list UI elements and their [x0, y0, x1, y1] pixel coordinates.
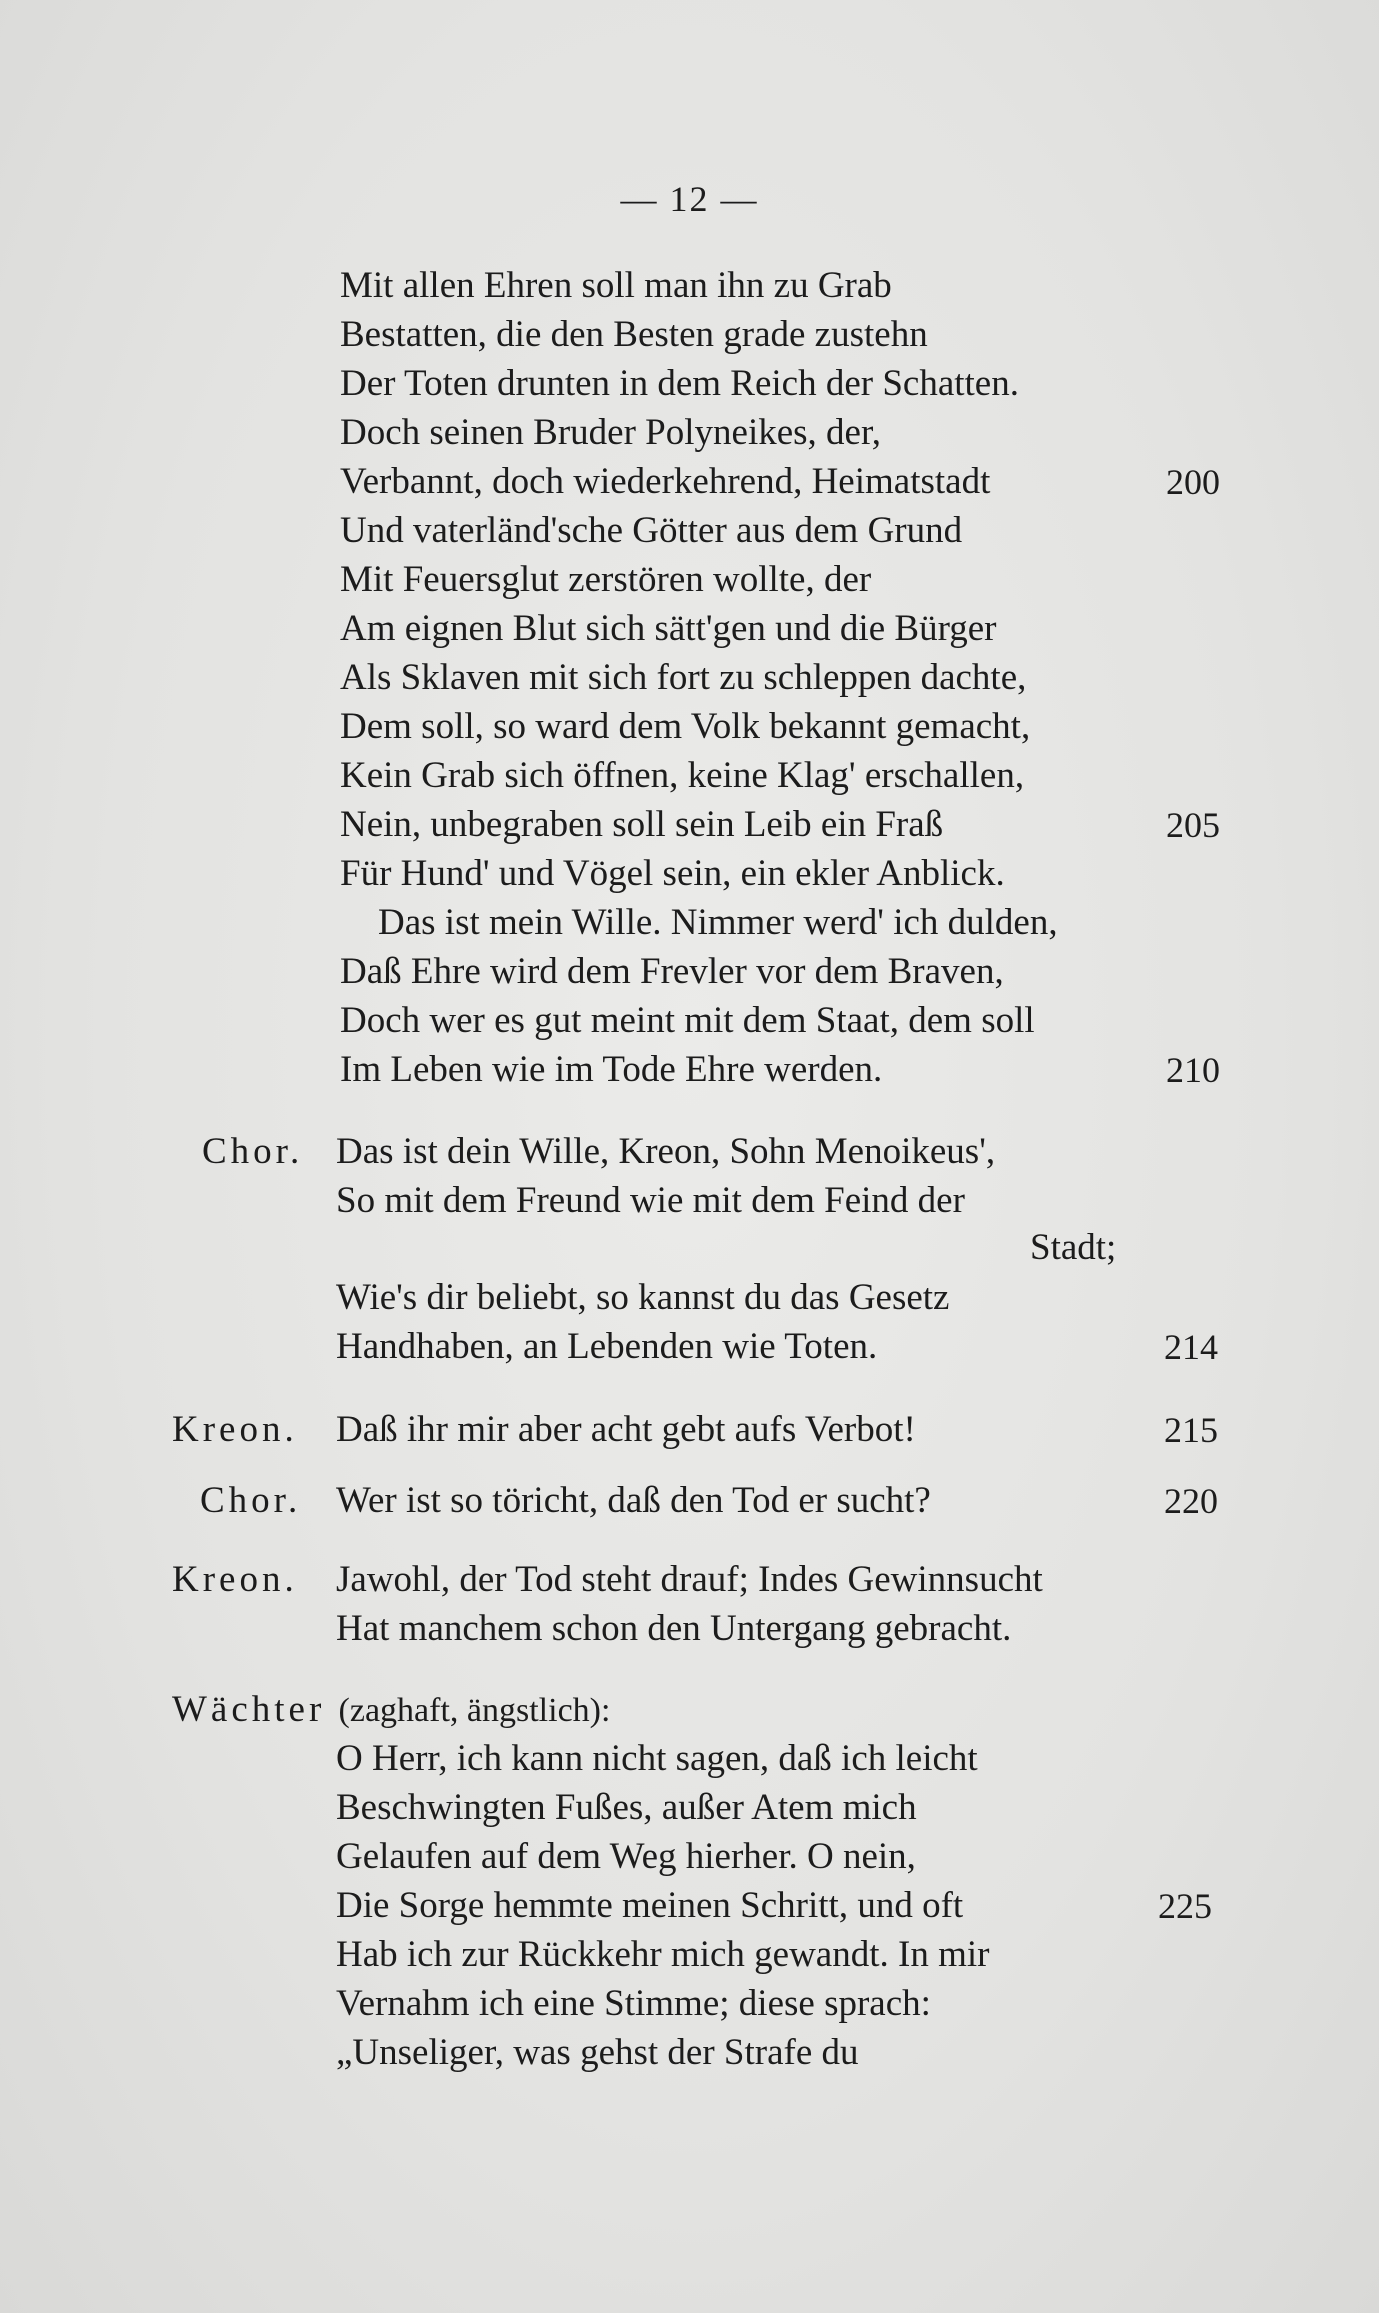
verse-line: Das ist mein Wille. Nimmer werd' ich dulden, [378, 902, 1058, 943]
verse-line-continuation: Stadt; [1030, 1227, 1117, 1268]
verse-line: So mit dem Freund wie mit dem Feind der [336, 1180, 965, 1221]
stage-direction: (zaghaft, ängstlich): [338, 1692, 611, 1729]
line-number: 210 [1166, 1050, 1220, 1090]
verse-line: Nein, unbegraben soll sein Leib ein Fraß [340, 804, 944, 845]
page-number: — 12 — [620, 179, 759, 219]
verse-line: Hab ich zur Rückkehr mich gewandt. In mir [336, 1934, 990, 1975]
verse-line: Am eignen Blut sich sätt'gen und die Bürger [340, 608, 997, 649]
verse-line: O Herr, ich kann nicht sagen, daß ich leicht [336, 1738, 978, 1779]
speaker-label: Kreon. [172, 1409, 298, 1450]
verse-line: Daß Ehre wird dem Frevler vor dem Braven, [340, 951, 1004, 992]
line-number: 220 [1164, 1481, 1218, 1521]
speaker-label: Kreon. [172, 1559, 298, 1600]
line-number: 214 [1164, 1327, 1218, 1367]
verse-line: Mit Feuersglut zerstören wollte, der [340, 559, 872, 600]
verse-line: Für Hund' und Vögel sein, ein ekler Anblick. [340, 853, 1005, 894]
verse-line: Beschwingten Fußes, außer Atem mich [336, 1787, 917, 1828]
verse-line: Und vaterländ'sche Götter aus dem Grund [340, 510, 963, 551]
verse-line: Doch seinen Bruder Polyneikes, der, [340, 412, 882, 453]
verse-line: Doch wer es gut meint mit dem Staat, dem soll [340, 1000, 1035, 1041]
speaker-label: Chor. [200, 1480, 302, 1521]
line-number: 225 [1158, 1886, 1212, 1926]
line-number: 200 [1166, 462, 1220, 502]
verse-line: Daß ihr mir aber acht gebt aufs Verbot! [336, 1409, 916, 1450]
verse-line: Dem soll, so ward dem Volk bekannt gemacht, [340, 706, 1031, 747]
line-number: 205 [1166, 805, 1220, 845]
verse-line: Der Toten drunten in dem Reich der Schatten. [340, 363, 1019, 404]
verse-line: Die Sorge hemmte meinen Schritt, und oft [336, 1885, 964, 1926]
verse-line: „Unseliger, was gehst der Strafe du [336, 2032, 859, 2073]
speaker-label [172, 1688, 610, 1733]
speaker-label: Chor. [202, 1131, 304, 1172]
verse-line: Verbannt, doch wiederkehrend, Heimatstadt [340, 461, 991, 502]
verse-line: Hat manchem schon den Untergang gebracht. [336, 1608, 1012, 1649]
verse-line: Mit allen Ehren soll man ihn zu Grab [340, 265, 892, 306]
verse-line: Als Sklaven mit sich fort zu schleppen dachte, [340, 657, 1027, 698]
line-number: 215 [1164, 1410, 1218, 1450]
verse-line: Handhaben, an Lebenden wie Toten. [336, 1326, 878, 1367]
verse-line: Wie's dir beliebt, so kannst du das Gesetz [336, 1277, 950, 1318]
verse-line: Jawohl, der Tod steht drauf; Indes Gewinnsucht [336, 1559, 1043, 1600]
verse-line: Gelaufen auf dem Weg hierher. O nein, [336, 1836, 916, 1877]
verse-line: Das ist dein Wille, Kreon, Sohn Menoikeus', [336, 1131, 996, 1172]
verse-line: Im Leben wie im Tode Ehre werden. [340, 1049, 883, 1090]
verse-line: Bestatten, die den Besten grade zustehn [340, 314, 928, 355]
verse-line: Kein Grab sich öffnen, keine Klag' erschallen, [340, 755, 1025, 796]
verse-line: Vernahm ich eine Stimme; diese sprach: [336, 1983, 931, 2024]
speaker-name: Wächter [172, 1689, 326, 1730]
verse-line: Wer ist so töricht, daß den Tod er sucht? [336, 1480, 931, 1521]
